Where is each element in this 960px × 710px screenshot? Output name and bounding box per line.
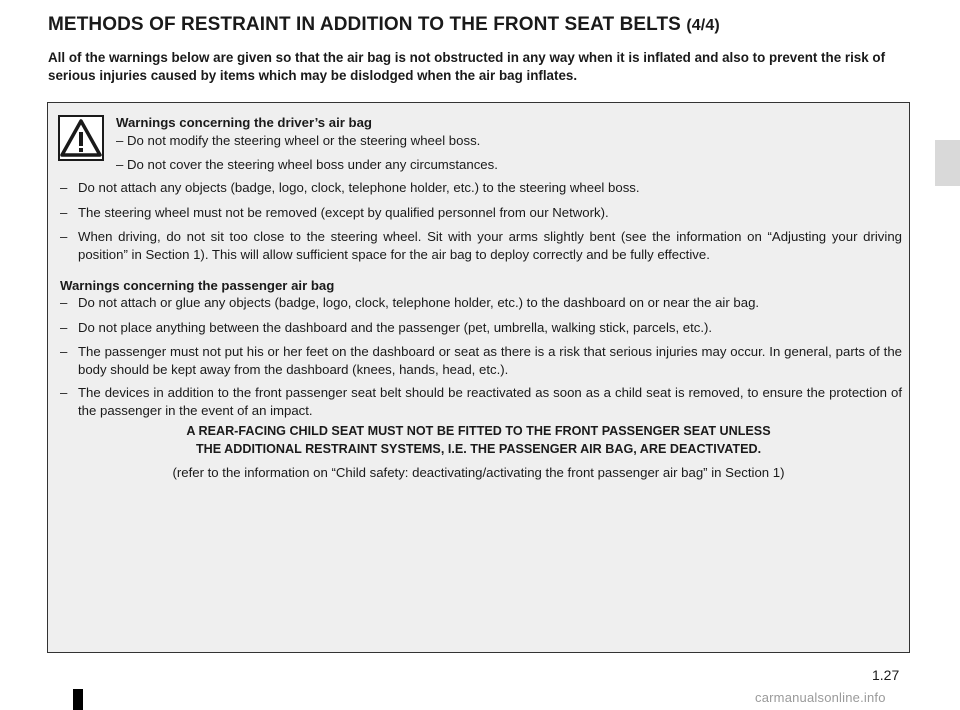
notice-line: THE ADDITIONAL RESTRAINT SYSTEMS, I.E. THE PASSENGER AIR BAG, ARE DEACTIVATED.: [195, 441, 762, 456]
dash-marker: –: [60, 344, 68, 359]
passenger-warning-item: [60, 384, 902, 419]
driver-warning-item: [60, 204, 902, 222]
dash-marker: –: [60, 320, 68, 335]
child-seat-notice: [48, 423, 909, 458]
driver-lead-line: – Do not cover the steering wheel boss under any circumstances.: [116, 157, 498, 172]
item-text: The devices in addition to the front passenger seat belt should be reactivated as soon as a child seat is removed, to ensure the protection of the passenger in the event of an impact.: [78, 385, 902, 418]
item-text: Do not attach any objects (badge, logo, clock, telephone holder, etc.) to the steering wheel boss.: [78, 180, 640, 195]
warning-panel: [47, 102, 910, 653]
dash-marker: –: [60, 295, 68, 310]
item-text: The steering wheel must not be removed (except by qualified personnel from our Network).: [78, 205, 609, 220]
dash-marker: –: [60, 205, 68, 220]
passenger-warning-item: [60, 294, 902, 312]
dash-marker: –: [60, 385, 68, 400]
driver-warning-item: [60, 179, 902, 197]
driver-lead-line: – Do not modify the steering wheel or the steering wheel boss.: [116, 133, 481, 148]
section-tab: [935, 140, 960, 186]
passenger-warning-item: [60, 319, 902, 337]
title-part: (4/4): [686, 17, 720, 34]
page-title: [48, 14, 720, 36]
dash-marker: –: [60, 180, 68, 195]
reference-note: (refer to the information on “Child safety: deactivating/activating the front passenger air bag” in Section 1): [172, 465, 785, 480]
passenger-warning-item: [60, 343, 902, 378]
item-text: Do not place anything between the dashboard and the passenger (pet, umbrella, walking stick, parcels, etc.).: [78, 320, 713, 335]
item-text: When driving, do not sit too close to the steering wheel. Sit with your arms slightly bent (see the information on “Adjusting your driving position” in Section 1). This will allow sufficient space for the air bag to deploy correctly and be fully effective.: [78, 229, 902, 262]
notice-line: A REAR-FACING CHILD SEAT MUST NOT BE FITTED TO THE FRONT PASSENGER SEAT UNLESS: [186, 424, 771, 438]
item-text: Do not attach or glue any objects (badge, logo, clock, telephone holder, etc.) to the dashboard on or near the air bag.: [78, 295, 760, 310]
driver-airbag-heading: Warnings concerning the driver’s air bag: [116, 115, 372, 130]
warning-triangle-icon: [58, 115, 104, 161]
intro-paragraph: All of the warnings below are given so that the air bag is not obstructed in any way when it is inflated and also to prevent the risk of serious injuries caused by items which may be dislodged when the air bag inflates.: [48, 50, 886, 83]
title-text: METHODS OF RESTRAINT IN ADDITION TO THE FRONT SEAT BELTS: [48, 14, 681, 35]
watermark: carmanualsonline.info: [755, 690, 886, 705]
item-text: The passenger must not put his or her feet on the dashboard or seat as there is a risk that serious injuries may occur. In general, parts of the body should be kept away from the dashboard (knees, hands, head, etc.).: [78, 344, 902, 377]
corner-mark: [73, 689, 83, 710]
driver-warning-item: [60, 228, 902, 263]
passenger-airbag-heading: Warnings concerning the passenger air bag: [60, 278, 335, 293]
page-number: 1.27: [872, 667, 900, 683]
dash-marker: –: [60, 229, 68, 244]
